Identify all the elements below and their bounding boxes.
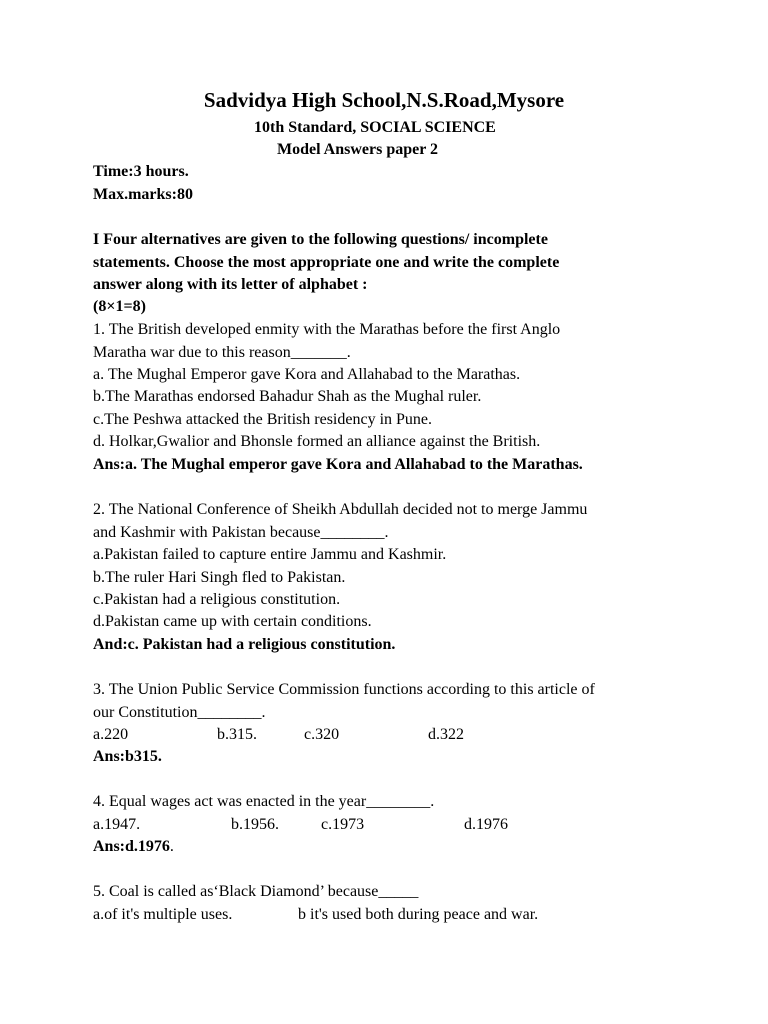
time-line: Time:3 hours. (93, 163, 189, 180)
q2-answer: And:c. Pakistan had a religious constitution. (93, 636, 396, 653)
q1-option-c: c.The Peshwa attacked the British residency in Pune. (93, 411, 433, 428)
q2-option-c: c.Pakistan had a religious constitution. (93, 591, 341, 608)
q4-option-b: b.1956. (231, 816, 279, 833)
q5-option-b: b it's used both during peace and war. (298, 906, 539, 923)
q1-answer: Ans:a. The Mughal emperor gave Kora and Allahabad to the Marathas. (93, 456, 583, 473)
q3-answer: Ans:b315. (93, 748, 162, 765)
q1-option-a: a. The Mughal Emperor gave Kora and Allahabad to the Marathas. (93, 366, 521, 383)
q5-option-a: a.of it's multiple uses. (93, 906, 233, 923)
q1-option-d: d. Holkar,Gwalior and Bhonsle formed an alliance against the British. (93, 433, 541, 450)
q2-option-b: b.The ruler Hari Singh fled to Pakistan. (93, 569, 346, 586)
instruction-line-3: answer along with its letter of alphabet : (93, 276, 368, 293)
q4-answer (93, 836, 174, 858)
school-title: Sadvidya High School,N.S.Road,Mysore (203, 88, 565, 112)
q2-line-2: and Kashmir with Pakistan because________. (93, 524, 389, 541)
q3-option-b: b.315. (217, 726, 257, 743)
q2-line-1: 2. The National Conference of Sheikh Abdullah decided not to merge Jammu (93, 501, 588, 518)
q1-option-b: b.The Marathas endorsed Bahadur Shah as the Mughal ruler. (93, 388, 482, 405)
q4-option-c: c.1973 (321, 816, 365, 833)
q1-line-2: Maratha war due to this reason_______. (93, 344, 351, 361)
q3-options (93, 724, 693, 746)
q3-option-a: a.220 (93, 726, 129, 743)
q4-options (93, 814, 693, 836)
q3-line-1: 3. The Union Public Service Commission functions according to this article of (93, 681, 595, 698)
q5-line-1: 5. Coal is called as‘Black Diamond’ because_____ (93, 883, 419, 900)
q2-option-a: a.Pakistan failed to capture entire Jammu and Kashmir. (93, 546, 447, 563)
q4-answer-period: . (169, 838, 174, 855)
section-marks: (8×1=8) (93, 298, 146, 315)
q1-line-1: 1. The British developed enmity with the Marathas before the first Anglo (93, 321, 561, 338)
q2-option-d: d.Pakistan came up with certain conditions. (93, 613, 372, 630)
instruction-line-2: statements. Choose the most appropriate one and write the complete (93, 254, 560, 271)
q5-options (93, 904, 693, 926)
q3-option-d: d.322 (428, 726, 464, 743)
q4-option-d: d.1976 (464, 816, 508, 833)
q4-option-a: a.1947. (93, 816, 141, 833)
paper-subtitle: Model Answers paper 2 (277, 141, 439, 158)
q3-option-c: c.320 (304, 726, 340, 743)
q4-answer-text: Ans:d.1976 (93, 838, 170, 855)
q4-line-1: 4. Equal wages act was enacted in the year________. (93, 793, 435, 810)
standard-subtitle: 10th Standard, SOCIAL SCIENCE (254, 119, 496, 136)
instruction-line-1: I Four alternatives are given to the following questions/ incomplete (93, 231, 548, 248)
q3-line-2: our Constitution________. (93, 704, 266, 721)
max-marks-line: Max.marks:80 (93, 186, 193, 203)
